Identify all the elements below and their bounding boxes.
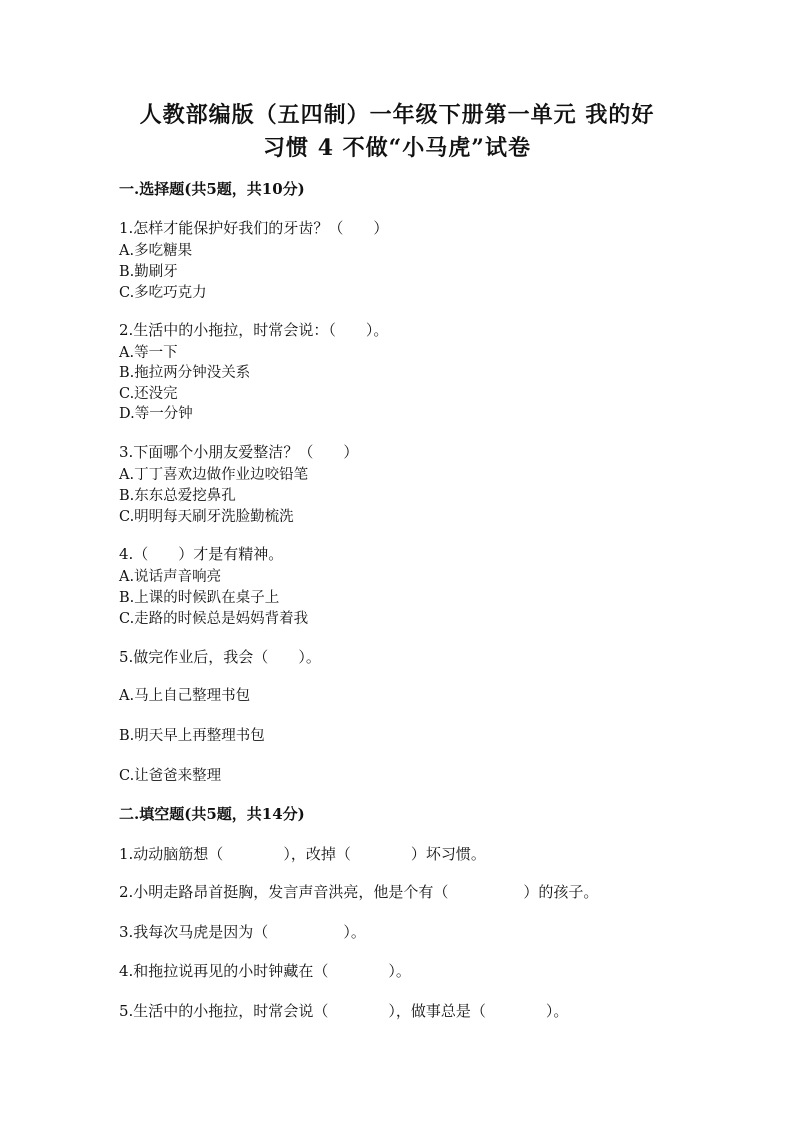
section-heading-fill: 二.填空题(共5题，共14分) bbox=[119, 805, 305, 823]
page-title-line1: 人教部编版（五四制）一年级下册第一单元 我的好 bbox=[139, 102, 655, 128]
page-title-line2: 习惯 4 不做“小马虎”试卷 bbox=[263, 135, 531, 161]
question-3-option-c: C.明明每天刷牙洗脸勤梳洗 bbox=[119, 509, 294, 525]
fill-question-3: 3.我每次马虎是因为（ ）。 bbox=[119, 923, 366, 941]
question-4-option-a: A.说话声音响亮 bbox=[119, 569, 222, 585]
question-1-option-b: B.勤刷牙 bbox=[119, 264, 178, 280]
question-2-option-a: A.等一下 bbox=[119, 345, 178, 361]
question-2-option-d: D.等一分钟 bbox=[119, 406, 193, 422]
fill-question-2: 2.小明走路昂首挺胸，发言声音洪亮，他是个有（ ）的孩子。 bbox=[119, 883, 599, 901]
question-3-option-a: A.丁丁喜欢边做作业边咬铅笔 bbox=[119, 467, 309, 483]
question-5-stem: 5.做完作业后，我会（ ）。 bbox=[119, 648, 321, 666]
question-1-option-a: A.多吃糖果 bbox=[119, 243, 193, 259]
question-1-option-c: C.多吃巧克力 bbox=[119, 285, 207, 301]
question-2-option-b: B.拖拉两分钟没关系 bbox=[119, 365, 251, 381]
question-3-option-b: B.东东总爱挖鼻孔 bbox=[119, 488, 236, 504]
question-5-option-a: A.马上自己整理书包 bbox=[119, 688, 251, 704]
question-1-stem: 1.怎样才能保护好我们的牙齿？（ ） bbox=[119, 219, 389, 237]
question-2-stem: 2.生活中的小拖拉，时常会说：（ ）。 bbox=[119, 321, 389, 339]
question-4-option-c: C.走路的时候总是妈妈背着我 bbox=[119, 611, 309, 627]
fill-question-4: 4.和拖拉说再见的小时钟藏在（ ）。 bbox=[119, 962, 411, 980]
fill-question-5: 5.生活中的小拖拉，时常会说（ ），做事总是（ ）。 bbox=[119, 1002, 569, 1020]
question-5-option-b: B.明天早上再整理书包 bbox=[119, 728, 265, 744]
question-5-option-c: C.让爸爸来整理 bbox=[119, 768, 222, 784]
question-3-stem: 3.下面哪个小朋友爱整洁？（ ） bbox=[119, 443, 359, 461]
question-2-option-c: C.还没完 bbox=[119, 386, 178, 402]
question-4-option-b: B.上课的时候趴在桌子上 bbox=[119, 590, 280, 606]
section-heading-choice: 一.选择题(共5题，共10分) bbox=[119, 180, 305, 198]
fill-question-1: 1.动动脑筋想（ ），改掉（ ）坏习惯。 bbox=[119, 845, 486, 863]
question-4-stem: 4.（ ）才是有精神。 bbox=[119, 545, 284, 563]
